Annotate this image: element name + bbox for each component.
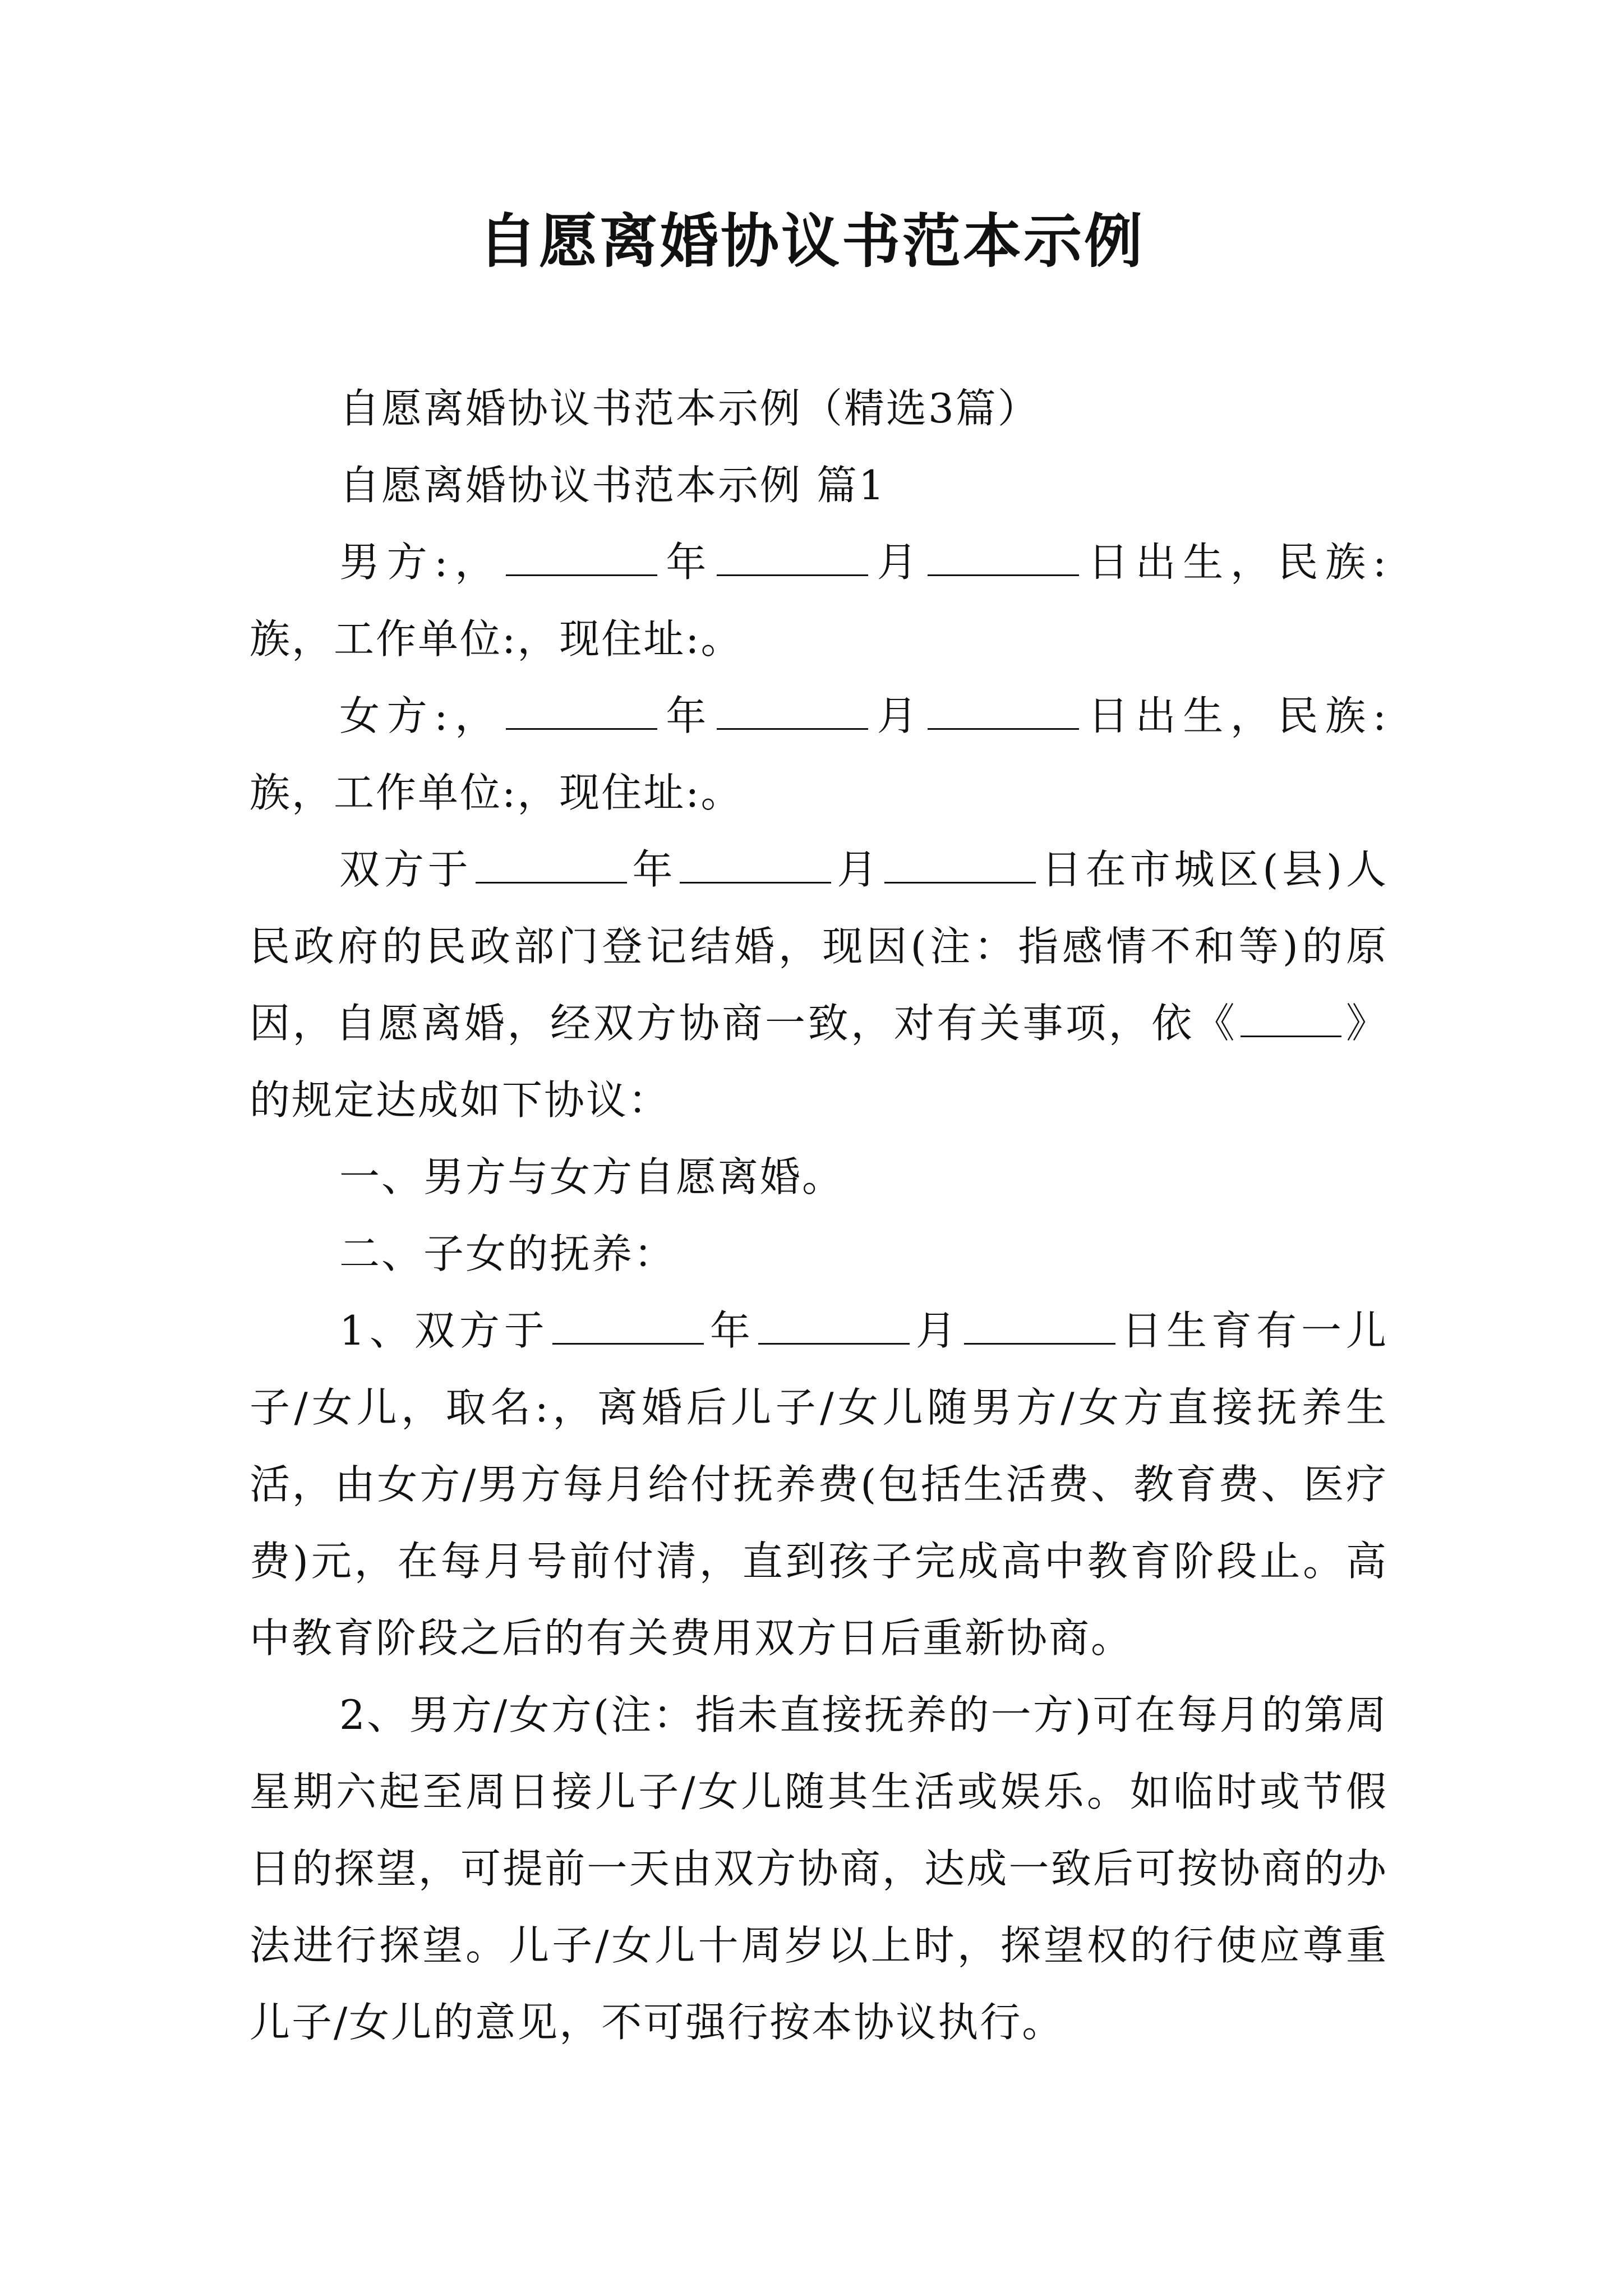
year-label: 年: [707, 1307, 755, 1354]
blank-field: [476, 847, 627, 884]
month-label: 月: [872, 539, 925, 586]
blank-field: [884, 847, 1036, 884]
marriage-suffix: 》的规定达成如下协议：: [250, 1000, 1388, 1124]
clause-2: 二、子女的抚养：: [339, 1230, 676, 1277]
year-label: 年: [630, 846, 677, 893]
blank-field: [1241, 1001, 1341, 1037]
marriage-prefix: 双方于: [339, 846, 472, 893]
item-2-paragraph: 2、男方/女方(注：指未直接抚养的一方)可在每月的第周星期六起至周日接儿子/女儿随其生活或娱乐。如临时或节假日的探望，可提前一天由双方协商，达成一致后可按协商的办法进行探望。儿子/女儿十周岁以上时，探望权的行使应尊重儿子/女儿的意见，不可强行按本协议执行。: [250, 1691, 1388, 2046]
month-label: 月: [872, 692, 925, 739]
female-party-paragraph: [250, 678, 1388, 831]
item-1-paragraph: [250, 1292, 1388, 1677]
item-1-suffix: 日生育有一儿子/女儿，取名:，离婚后儿子/女儿随男方/女方直接抚养生活，由女方/男方每月给付抚养费(包括生活费、教育费、医疗费)元，在每月号前付清，直到孩子完成高中教育阶段止。高中教育阶段之后的有关费用双方日后重新协商。: [250, 1307, 1388, 1662]
female-party-prefix: 女方:，: [339, 692, 502, 739]
year-label: 年: [660, 692, 714, 739]
blank-field: [506, 540, 657, 576]
item-1-prefix: 1、双方于: [339, 1307, 549, 1354]
section-heading: 自愿离婚协议书范本示例 篇1: [339, 462, 886, 509]
male-party-paragraph: [250, 524, 1388, 678]
blank-field: [506, 693, 657, 730]
blank-field: [928, 540, 1079, 576]
blank-field: [680, 847, 831, 884]
blank-field: [552, 1308, 704, 1345]
blank-field: [717, 540, 868, 576]
female-party-suffix: 日出生，民族:族，工作单位:，现住址:。: [250, 692, 1388, 816]
male-party-suffix: 日出生，民族:族，工作单位:，现住址:。: [250, 539, 1388, 662]
marriage-paragraph: [250, 831, 1388, 1139]
month-label: 月: [834, 846, 882, 893]
year-label: 年: [660, 539, 714, 586]
marriage-middle: 日在市城区(县)人民政府的民政部门登记结婚，现因(注：指感情不和等)的原因，自愿离婚，经双方协商一致，对有关事项，依《: [250, 846, 1388, 1047]
clause-1: 一、男方与女方自愿离婚。: [339, 1153, 845, 1200]
blank-field: [964, 1308, 1115, 1345]
document-title: 自愿离婚协议书范本示例: [478, 206, 1145, 275]
blank-field: [928, 693, 1079, 730]
blank-field: [717, 693, 868, 730]
document-body: [250, 370, 1388, 2061]
document-subtitle: 自愿离婚协议书范本示例（精选3篇）: [339, 385, 1040, 432]
male-party-prefix: 男方:，: [339, 539, 502, 586]
blank-field: [758, 1308, 910, 1345]
month-label: 月: [912, 1307, 961, 1354]
